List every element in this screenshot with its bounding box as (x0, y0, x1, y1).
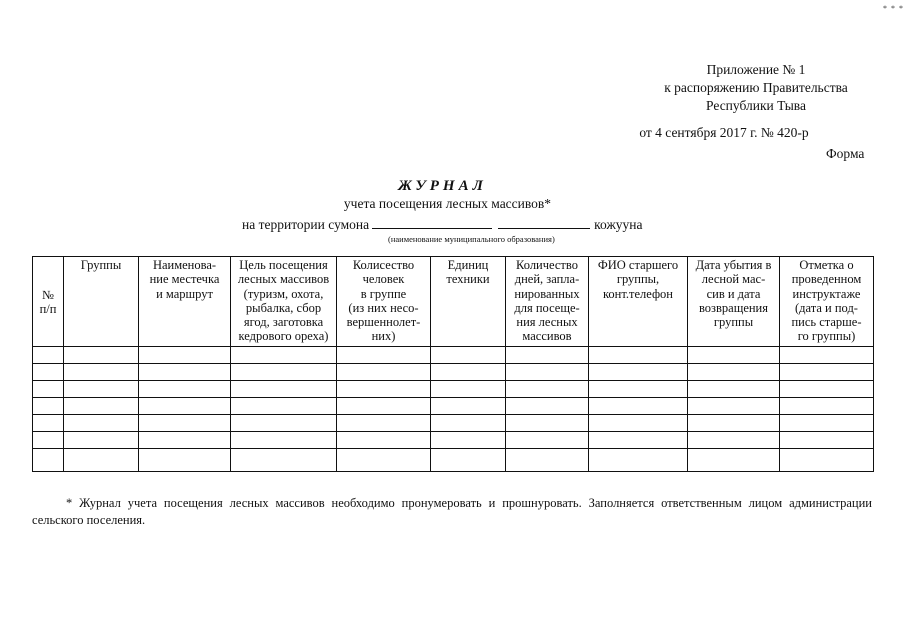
kozhuun-blank-line (498, 216, 590, 229)
territory-line (242, 216, 643, 233)
table-cell[interactable] (33, 432, 64, 449)
table-cell[interactable] (64, 449, 139, 472)
table-cell[interactable] (139, 381, 231, 398)
table-row (33, 347, 874, 364)
table-row (33, 398, 874, 415)
table-cell[interactable] (780, 364, 874, 381)
table-cell[interactable] (431, 381, 506, 398)
table-cell[interactable] (780, 415, 874, 432)
table-cell[interactable] (64, 381, 139, 398)
table-cell[interactable] (337, 347, 431, 364)
table-cell[interactable] (337, 364, 431, 381)
table-cell[interactable] (64, 415, 139, 432)
appendix-line-1: Приложение № 1 (706, 62, 806, 77)
table-cell[interactable] (139, 449, 231, 472)
footnote: * Журнал учета посещения лесных массивов необходимо пронумеровать и прошнуровать. Заполняется ответственным лицом администрации сельского поселения. (32, 496, 872, 527)
table-header-row (33, 257, 874, 347)
table-cell[interactable] (589, 415, 688, 432)
table-cell[interactable] (231, 449, 337, 472)
journal-subheading: учета посещения лесных массивов* (343, 196, 552, 211)
appendix-line-3: Республики Тыва (706, 98, 806, 113)
table-cell[interactable] (431, 398, 506, 415)
table-cell[interactable] (431, 432, 506, 449)
table-cell[interactable] (688, 398, 780, 415)
column-header-9: Дата убытия в лесной мас- сив и дата возвращения группы (688, 257, 780, 347)
column-header-4: Цель посещения лесных массивов (туризм, охота, рыбалка, сбор ягод, заготовка кедрового ореха) (231, 257, 337, 347)
table-cell[interactable] (139, 364, 231, 381)
journal-heading: ЖУРНАЛ (398, 178, 487, 194)
column-header-7: Количество дней, запла- нированных для посеще- ния лесных массивов (506, 257, 589, 347)
table-cell[interactable] (231, 381, 337, 398)
table-cell[interactable] (139, 432, 231, 449)
table-cell[interactable] (688, 347, 780, 364)
table-cell[interactable] (33, 347, 64, 364)
table-cell[interactable] (589, 398, 688, 415)
table-cell[interactable] (506, 381, 589, 398)
appendix-block (600, 61, 872, 142)
table-body (33, 347, 874, 472)
table-cell[interactable] (64, 347, 139, 364)
column-header-2: Группы (64, 257, 139, 347)
table-cell[interactable] (33, 381, 64, 398)
table-row (33, 381, 874, 398)
appendix-line-2: к распоряжению Правительства (664, 80, 848, 95)
table-cell[interactable] (231, 415, 337, 432)
column-header-5: Колисество человек в группе (из них несо- вершеннолет- них) (337, 257, 431, 347)
table-cell[interactable] (506, 415, 589, 432)
form-label: Форма (826, 146, 865, 161)
column-header-3: Наименова- ние местечка и маршрут (139, 257, 231, 347)
table-cell[interactable] (337, 415, 431, 432)
table-cell[interactable] (780, 381, 874, 398)
table-cell[interactable] (688, 449, 780, 472)
table-cell[interactable] (780, 449, 874, 472)
table-cell[interactable] (780, 347, 874, 364)
table-cell[interactable] (337, 432, 431, 449)
column-header-8: ФИО старшего группы, конт.телефон (589, 257, 688, 347)
table-cell[interactable] (231, 432, 337, 449)
table-cell[interactable] (589, 381, 688, 398)
table-row (33, 415, 874, 432)
appendix-date-line: от 4 сентября 2017 г. № 420-р (639, 125, 809, 140)
table-cell[interactable] (139, 415, 231, 432)
table-cell[interactable] (33, 415, 64, 432)
table-cell[interactable] (506, 398, 589, 415)
table-cell[interactable] (33, 449, 64, 472)
table-cell[interactable] (589, 432, 688, 449)
territory-suffix: кожууна (594, 217, 643, 232)
table-cell[interactable] (33, 398, 64, 415)
table-cell[interactable] (337, 449, 431, 472)
column-header-10: Отметка о проведенном инструктаже (дата и под- пись старше- го группы) (780, 257, 874, 347)
table-cell[interactable] (780, 398, 874, 415)
table-row (33, 432, 874, 449)
table-cell[interactable] (64, 432, 139, 449)
table-cell[interactable] (688, 364, 780, 381)
table-cell[interactable] (780, 432, 874, 449)
table-cell[interactable] (688, 432, 780, 449)
table-cell[interactable] (589, 449, 688, 472)
table-cell[interactable] (506, 364, 589, 381)
table-cell[interactable] (337, 381, 431, 398)
table-cell[interactable] (431, 347, 506, 364)
table-cell[interactable] (431, 449, 506, 472)
table-cell[interactable] (231, 398, 337, 415)
table-cell[interactable] (139, 347, 231, 364)
sumon-blank-line (372, 216, 492, 229)
table-cell[interactable] (506, 432, 589, 449)
table-cell[interactable] (64, 364, 139, 381)
table-cell[interactable] (688, 415, 780, 432)
table-cell[interactable] (337, 398, 431, 415)
table-cell[interactable] (506, 449, 589, 472)
table-cell[interactable] (139, 398, 231, 415)
table-cell[interactable] (589, 347, 688, 364)
table-cell[interactable] (231, 347, 337, 364)
table-cell[interactable] (688, 381, 780, 398)
journal-table (32, 256, 874, 472)
table-row (33, 449, 874, 472)
municipality-note: (наименование муниципального образования) (388, 234, 555, 244)
table-cell[interactable] (431, 364, 506, 381)
table-cell[interactable] (33, 364, 64, 381)
column-header-6: Единиц техники (431, 257, 506, 347)
table-cell[interactable] (589, 364, 688, 381)
table-cell[interactable] (64, 398, 139, 415)
table-row (33, 364, 874, 381)
corner-mark: * * * (883, 4, 904, 13)
territory-prefix: на территории сумона (242, 217, 370, 232)
column-header-1: № п/п (33, 257, 64, 347)
table-cell[interactable] (506, 347, 589, 364)
table-cell[interactable] (431, 415, 506, 432)
table-cell[interactable] (231, 364, 337, 381)
journal-title (0, 178, 905, 213)
